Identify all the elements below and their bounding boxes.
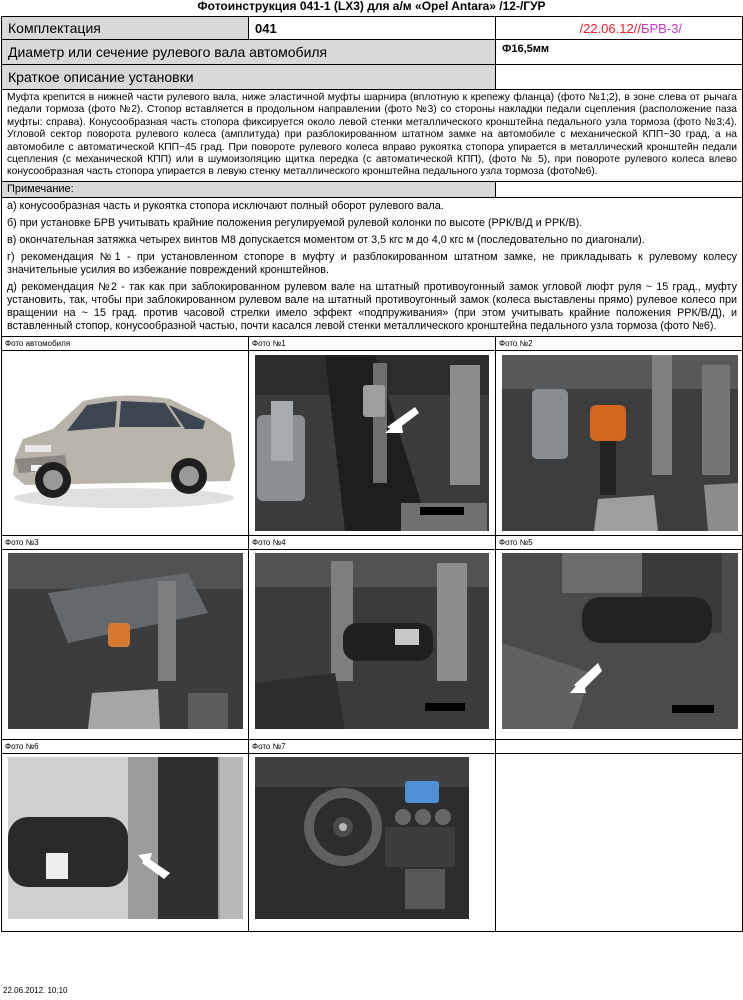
photo-6-cell: [2, 753, 249, 931]
photo-4-image: [255, 553, 489, 729]
photo-7-cell: [249, 753, 496, 931]
photo-6-image: [8, 757, 243, 919]
photo-3-cell: [2, 549, 249, 739]
note-a: а) конусообразная часть и рукоятка стопора исключают полный оборот рулевого вала.: [7, 199, 444, 212]
shaft-label: Диаметр или сечение рулевого вала автомобиля: [2, 40, 496, 65]
note-e: д) рекомендация №2 - так как при заблокированном рулевом вале на штатный противоугонный замок угловой люфт руля ~ 15 град., муфту установить, так, чтобы при заблокированном рулевом вале на штатный противоугонный замок (колеса выставлены прямо) рулевое колесо при вращении на ~ 15 град. против часовой стрелки имело эффект «подпруживания» (при этом учитывать крайние положения РРК/В/Д), и вставленный стопор, конусообразной частью, почти касался левой стенки металлического кронштейна педального узла тормоза (фото №6).: [7, 280, 737, 332]
description-text: Муфта крепится в нижней части рулевого вала, ниже эластичной муфты шарнира (вплотную к крепежу фланца) (фото №1;2), в зоне слева от рычага педали тормоза (фото №2). Стопор вставляется в продольном направлении (фото №3) со стороны накладки педали сцепления (расположение паза муфты: справа). Конусообразная часть стопора фиксируется около левой стенки металлического кронштейна педального узла тормоза (фото №3;4). Угловой сектор поворота рулевого колеса (амплитуда) при разблокированном штатном замке на автомобиле с механической КПП~30 град, а на автомобиле с автоматической КПП~45 град. При повороте рулевого колеса вправо рукоятка стопора упирается в металлический кронштейн педали сцепления (с механической КПП) или в шумоизоляцию щитка передка (с автоматической КПП), (фото № 5), при повороте рулевого колеса влево конусообразная часть стопора упирается в левую стенку металлического кронштейна педального узла тормоза (фото№6).: [2, 90, 743, 182]
caption-photo-7: Фото №7: [249, 739, 496, 753]
footer-timestamp: 22.06.2012. 10:10: [3, 986, 68, 995]
car-photo: [5, 373, 243, 511]
caption-photo-6: Фото №6: [2, 739, 249, 753]
date-red: /22.06.12//: [579, 20, 641, 36]
notes-block: [2, 197, 743, 336]
caption-photo-5: Фото №5: [496, 535, 743, 549]
blank-cell: [496, 65, 743, 90]
photo-2-image: [502, 355, 738, 531]
blank-photo-cell: [496, 753, 743, 931]
note-c: в) окончательная затяжка четырех винтов М8 допускается моментом от 3,5 кгс м до 4,0 кгс м (последовательно по диагонали).: [7, 233, 645, 246]
date-magenta: БРВ-3/: [640, 20, 682, 36]
photo-2-cell: [496, 350, 743, 535]
note-b: б) при установке БРВ учитывать крайние положения регулируемой рулевой колонки по высоте (РРК/В/Д и РРК/В).: [7, 216, 583, 229]
photo-4-cell: [249, 549, 496, 739]
note-d: г) рекомендация №1 - при установленном стопоре в муфту и разблокированном штатном замке, не прикладывать к рулевому колесу значительные усилия во избежание повреждений кронштейнов.: [7, 250, 737, 276]
shaft-value: Ф16,5мм: [496, 40, 743, 65]
photo-1-image: [255, 355, 489, 531]
caption-car: Фото автомобиля: [2, 336, 249, 350]
instruction-table: [1, 16, 743, 932]
caption-photo-2: Фото №2: [496, 336, 743, 350]
photo-5-image: [502, 553, 738, 729]
caption-photo-1: Фото №1: [249, 336, 496, 350]
blank-cell: [496, 181, 743, 197]
kit-label: Комплектация: [2, 17, 249, 40]
page-title: Фотоинструкция 041-1 (LX3) для а/м «Opel Antara» /12-/ГУР: [197, 0, 546, 13]
kit-value: 041: [249, 17, 496, 40]
car-photo-cell: [2, 350, 249, 535]
caption-photo-3: Фото №3: [2, 535, 249, 549]
photo-5-cell: [496, 549, 743, 739]
caption-photo-4: Фото №4: [249, 535, 496, 549]
date-code: [496, 17, 743, 40]
photo-1-cell: [249, 350, 496, 535]
install-label: Краткое описание установки: [2, 65, 496, 90]
photo-7-image: [255, 757, 469, 919]
note-label: Примечание:: [2, 181, 496, 197]
blank-caption: [496, 739, 743, 753]
car-badge: ANTARA: [38, 465, 56, 471]
photo-3-image: [8, 553, 243, 729]
